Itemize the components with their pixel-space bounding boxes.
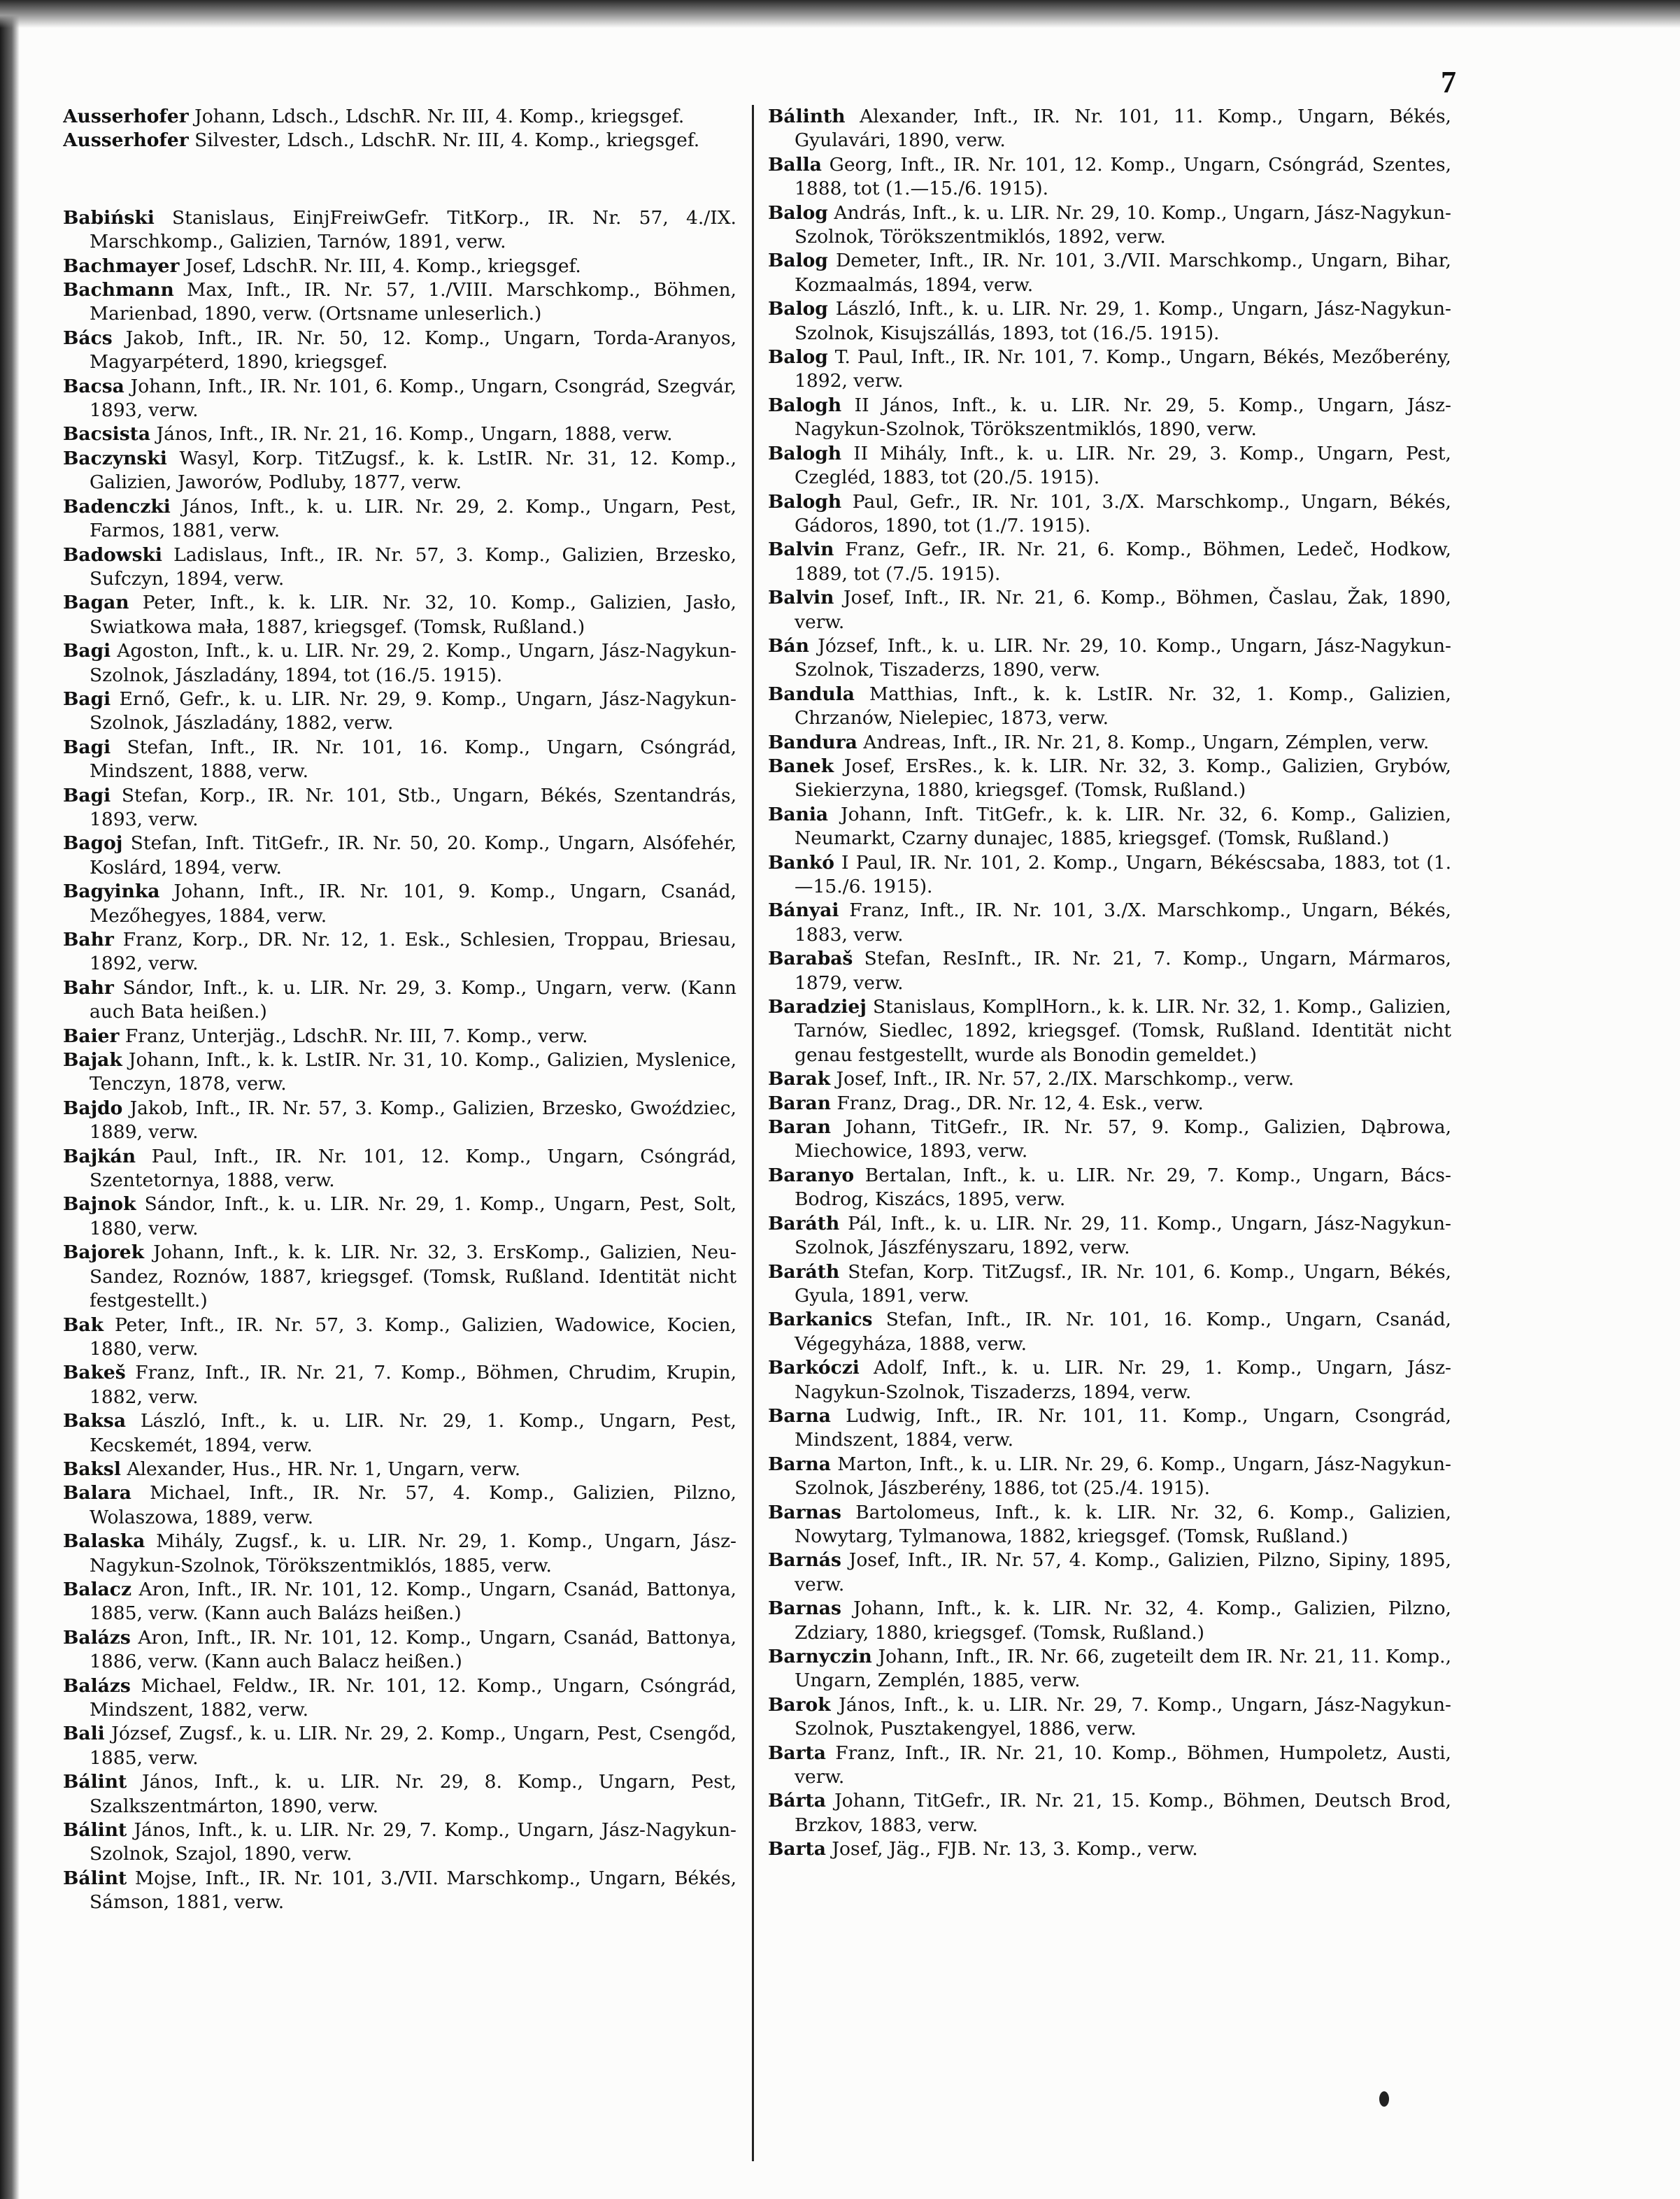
register-entry — [63, 105, 736, 129]
entry-surname: Badenczki — [63, 495, 171, 518]
left-column — [63, 105, 752, 2161]
entry-surname: Bálinth — [768, 106, 846, 127]
entry-details: Johann, TitGefr., IR. Nr. 21, 15. Komp., Böhmen, Deutsch Brod, Brzkov, 1883, verw. — [795, 1790, 1451, 1836]
entry-details: László, Inft., k. u. LIR. Nr. 29, 1. Komp., Ungarn, Jász-Nagykun-Szolnok, Kisujszállás, 1893, tot (16./5. 1915). — [795, 298, 1451, 344]
register-entry — [63, 129, 736, 152]
entry-details: Johann, Inft., IR. Nr. 66, zugeteilt dem IR. Nr. 21, 11. Komp., Ungarn, Zemplén, 1885, verw. — [795, 1646, 1451, 1692]
register-entry — [768, 683, 1451, 731]
entry-surname: Bagi — [63, 784, 111, 806]
entry-details: Johann, Inft. TitGefr., k. k. LIR. Nr. 32, 6. Komp., Galizien, Neumarkt, Czarny dunajec, 1885, kriegsgef. (Tomsk, Rußland.) — [795, 803, 1451, 850]
entry-surname: Bahr — [63, 976, 114, 999]
entry-details: Franz, Inft., IR. Nr. 101, 3./X. Marschkomp., Ungarn, Békés, 1883, verw. — [795, 899, 1451, 946]
entry-surname: Balara — [63, 1482, 131, 1504]
entry-surname: Bálint — [63, 1867, 127, 1889]
entry-details: Johann, Inft., k. k. LstIR. Nr. 31, 10. Komp., Galizien, Myslenice, Tenczyn, 1878, verw. — [90, 1049, 736, 1095]
entry-surname: Bányai — [768, 899, 839, 922]
entry-details: Andreas, Inft., IR. Nr. 21, 8. Komp., Ungarn, Zémplen, verw. — [863, 731, 1430, 753]
entry-surname: Bálint — [63, 1771, 127, 1793]
entry-details: Aron, Inft., IR. Nr. 101, 12. Komp., Ungarn, Csanád, Battonya, 1886, verw. (Kann auch Balacz heißen.) — [90, 1626, 736, 1673]
register-entry — [63, 639, 736, 688]
entry-details: Bartolomeus, Inft., k. k. LIR. Nr. 32, 6. Komp., Galizien, Nowytarg, Tylmanowa, 1882, kriegsgef. (Tomsk, Rußland.) — [795, 1501, 1451, 1547]
register-entry — [63, 1458, 736, 1481]
register-entry — [63, 1048, 736, 1097]
entry-details: Peter, Inft., k. k. LIR. Nr. 32, 10. Komp., Galizien, Jasło, Swiatkowa mała, 1887, kriegsgef. (Tomsk, Rußland.) — [90, 592, 736, 638]
entry-surname: Bagan — [63, 592, 129, 614]
entry-details: Josef, LdschR. Nr. III, 4. Komp., kriegsgef. — [185, 255, 581, 277]
register-entry — [768, 1645, 1451, 1693]
entry-surname: Balog — [768, 250, 828, 272]
entry-surname: Balog — [768, 298, 828, 320]
entry-details: Demeter, Inft., IR. Nr. 101, 3./VII. Marschkomp., Ungarn, Bihar, Kozmaalmás, 1894, verw. — [795, 250, 1451, 296]
register-entry — [768, 1789, 1451, 1837]
entry-surname: Bakeš — [63, 1362, 126, 1384]
entry-surname: Barabaš — [768, 948, 853, 970]
entry-details: János, Inft., k. u. LIR. Nr. 29, 2. Komp., Ungarn, Pest, Farmos, 1881, verw. — [90, 495, 736, 542]
register-entry — [768, 1067, 1451, 1091]
entry-surname: Bagoj — [63, 832, 123, 855]
entry-surname: Ausserhofer — [63, 129, 189, 152]
entry-details: Wasyl, Korp. TitZugsf., k. k. LstIR. Nr. 31, 12. Komp., Galizien, Jaworów, Podluby, 1877, verw. — [90, 447, 736, 494]
column-divider — [752, 105, 754, 2161]
register-entry — [63, 1193, 736, 1241]
register-entry — [63, 880, 736, 928]
entry-details: Johann, Inft., IR. Nr. 101, 9. Komp., Ungarn, Csanád, Mezőhegyes, 1884, verw. — [90, 881, 736, 927]
entry-surname: Ausserhofer — [63, 106, 189, 127]
entry-surname: Bajnok — [63, 1193, 136, 1216]
entry-surname: Babiński — [63, 206, 155, 229]
entry-surname: Bajdo — [63, 1097, 123, 1119]
entry-details: Silvester, Ldsch., LdschR. Nr. III, 4. Komp., kriegsgef. — [194, 129, 700, 152]
entry-surname: Bankó — [768, 851, 834, 874]
register-entry — [768, 442, 1451, 490]
entry-details: Mojse, Inft., IR. Nr. 101, 3./VII. Marschkomp., Ungarn, Békés, Sámson, 1881, verw. — [90, 1867, 736, 1914]
register-entry — [768, 1164, 1451, 1212]
entry-surname: Bán — [768, 634, 809, 657]
register-entry — [63, 1481, 736, 1530]
entry-details: Georg, Inft., IR. Nr. 101, 12. Komp., Ungarn, Csóngrád, Szentes, 1888, tot (1.—15./6. 1915). — [795, 153, 1451, 200]
register-entry — [768, 153, 1451, 201]
register-entry — [768, 1404, 1451, 1453]
entry-details: József, Zugsf., k. u. LIR. Nr. 29, 2. Komp., Ungarn, Pest, Csengőd, 1885, verw. — [90, 1723, 736, 1769]
entry-surname: Baradziej — [768, 996, 867, 1018]
register-entry — [768, 899, 1451, 947]
register-entry — [63, 688, 736, 736]
register-entry — [768, 586, 1451, 634]
register-entry — [63, 1361, 736, 1409]
entry-surname: Bachmann — [63, 279, 174, 301]
entry-details: Stefan, ResInft., IR. Nr. 21, 7. Komp., Ungarn, Mármaros, 1879, verw. — [795, 948, 1451, 994]
entry-details: József, Inft., k. u. LIR. Nr. 29, 10. Komp., Ungarn, Jász-Nagykun-Szolnok, Tiszaderzs, 1890, verw. — [795, 634, 1451, 681]
entry-surname: Balogh — [768, 442, 842, 464]
register-entry — [63, 976, 736, 1025]
entry-details: Stefan, Inft., IR. Nr. 101, 16. Komp., Ungarn, Csóngrád, Mindszent, 1888, verw. — [90, 736, 736, 783]
register-entry — [63, 206, 736, 255]
register-entry — [768, 755, 1451, 803]
register-entry — [768, 851, 1451, 899]
entry-surname: Barta — [768, 1742, 826, 1764]
register-entry — [768, 1549, 1451, 1597]
register-entry — [768, 1837, 1451, 1861]
register-entry — [768, 1092, 1451, 1116]
register-entry — [768, 1212, 1451, 1260]
entry-surname: Banek — [768, 755, 834, 777]
entry-details: Josef, Inft., IR. Nr. 57, 2./IX. Marschkomp., verw. — [836, 1068, 1295, 1090]
entry-details: Johann, Ldsch., LdschR. Nr. III, 4. Komp., kriegsgef. — [194, 106, 685, 127]
entry-details: Ladislaus, Inft., IR. Nr. 57, 3. Komp., Galizien, Brzesko, Sufczyn, 1894, verw. — [90, 543, 736, 590]
entry-details: Josef, Inft., IR. Nr. 57, 4. Komp., Galizien, Pilzno, Sipiny, 1895, verw. — [795, 1549, 1451, 1595]
entry-surname: Balog — [768, 346, 828, 369]
entry-details: Marton, Inft., k. u. LIR. Nr. 29, 6. Komp., Ungarn, Jász-Nagykun-Szolnok, Jászberény, 1886, tot (25./4. 1915). — [795, 1453, 1451, 1500]
register-entry — [63, 375, 736, 423]
register-entry — [768, 1693, 1451, 1742]
entry-details: Ernő, Gefr., k. u. LIR. Nr. 29, 9. Komp., Ungarn, Jász-Nagykun-Szolnok, Jászladány, 1882, verw. — [90, 688, 736, 734]
entry-details: Franz, Korp., DR. Nr. 12, 1. Esk., Schlesien, Troppau, Briesau, 1892, verw. — [90, 929, 736, 975]
entry-details: Ludwig, Inft., IR. Nr. 101, 11. Komp., Ungarn, Csongrád, Mindszent, 1884, verw. — [795, 1404, 1451, 1451]
entry-surname: Barta — [768, 1838, 826, 1860]
register-entry — [768, 947, 1451, 995]
entry-details: Stefan, Inft. TitGefr., IR. Nr. 50, 20. Komp., Ungarn, Alsófehér, Koslárd, 1894, verw. — [90, 832, 736, 878]
register-entry — [768, 538, 1451, 586]
entry-surname: Baksa — [63, 1410, 127, 1432]
entry-surname: Bak — [63, 1314, 104, 1336]
entry-details: János, Inft., k. u. LIR. Nr. 29, 7. Komp., Ungarn, Jász-Nagykun-Szolnok, Pusztakengyel, 1886, verw. — [795, 1693, 1451, 1740]
entry-surname: Bajak — [63, 1049, 122, 1072]
entry-surname: Barak — [768, 1068, 831, 1090]
register-entry — [63, 1314, 736, 1362]
entry-surname: Bandula — [768, 683, 855, 705]
ink-speck — [1379, 2091, 1389, 2107]
entry-details: Paul, Gefr., IR. Nr. 101, 3./X. Marschkomp., Ungarn, Békés, Gádoros, 1890, tot (1./7. 1915). — [795, 490, 1451, 536]
register-entry — [63, 1409, 736, 1458]
entry-details: János, Inft., IR. Nr. 21, 16. Komp., Ungarn, 1888, verw. — [156, 423, 673, 446]
entry-details: Stefan, Korp., IR. Nr. 101, Stb., Ungarn, Békés, Szentandrás, 1893, verw. — [90, 784, 736, 830]
entry-surname: Bandura — [768, 731, 857, 753]
entry-surname: Bálint — [63, 1819, 127, 1842]
entry-details: Pál, Inft., k. u. LIR. Nr. 29, 11. Komp., Ungarn, Jász-Nagykun-Szolnok, Jászfényszaru, 1892, verw. — [795, 1212, 1451, 1259]
scan-edge-shadow-top — [0, 0, 1680, 28]
entry-details: János, Inft., k. u. LIR. Nr. 29, 7. Komp., Ungarn, Jász-Nagykun-Szolnok, Szajol, 1890, verw. — [90, 1819, 736, 1865]
entry-details: László, Inft., k. u. LIR. Nr. 29, 1. Komp., Ungarn, Pest, Kecskemét, 1894, verw. — [90, 1410, 736, 1456]
entry-surname: Barnás — [768, 1549, 841, 1572]
entry-details: Sándor, Inft., k. u. LIR. Nr. 29, 3. Komp., Ungarn, verw. (Kann auch Bata heißen.) — [90, 976, 736, 1023]
right-column — [762, 105, 1451, 2161]
entry-details: Mihály, Zugsf., k. u. LIR. Nr. 29, 1. Komp., Ungarn, Jász-Nagykun-Szolnok, Törökszentmiklós, 1885, verw. — [90, 1530, 736, 1577]
entry-surname: Bács — [63, 327, 113, 349]
entry-details: Alexander, Hus., HR. Nr. 1, Ungarn, verw. — [127, 1458, 521, 1480]
entry-details: Franz, Unterjäg., LdschR. Nr. III, 7. Komp., verw. — [124, 1025, 588, 1047]
register-entry — [63, 327, 736, 375]
scan-edge-shadow — [0, 0, 20, 2199]
entry-details: Matthias, Inft., k. k. LstIR. Nr. 32, 1. Komp., Galizien, Chrzanów, Nielepiec, 1873, verw. — [795, 683, 1451, 730]
register-entry — [768, 1356, 1451, 1404]
entry-surname: Barnas — [768, 1597, 841, 1620]
entry-details: András, Inft., k. u. LIR. Nr. 29, 10. Komp., Ungarn, Jász-Nagykun-Szolnok, Törökszentmiklós, 1892, verw. — [795, 201, 1451, 248]
entry-surname: Barkanics — [768, 1309, 873, 1331]
entry-details: Stefan, Inft., IR. Nr. 101, 16. Komp., Ungarn, Csanád, Végegyháza, 1888, verw. — [795, 1309, 1451, 1355]
entry-details: Franz, Drag., DR. Nr. 12, 4. Esk., verw. — [837, 1092, 1204, 1114]
entry-details: Sándor, Inft., k. u. LIR. Nr. 29, 1. Komp., Ungarn, Pest, Solt, 1880, verw. — [90, 1193, 736, 1239]
register-entry — [768, 1453, 1451, 1501]
entry-surname: Baran — [768, 1116, 831, 1139]
entry-surname: Balla — [768, 153, 822, 176]
register-entry — [768, 1116, 1451, 1164]
entry-surname: Baran — [768, 1092, 831, 1114]
entry-surname: Barna — [768, 1453, 831, 1475]
register-entry — [63, 1819, 736, 1867]
entry-details: Josef, Inft., IR. Nr. 21, 6. Komp., Böhmen, Časlau, Žak, 1890, verw. — [795, 587, 1451, 633]
two-column-layout — [63, 105, 1469, 2161]
entry-surname: Baksl — [63, 1458, 121, 1480]
entry-details: Michael, Inft., IR. Nr. 57, 4. Komp., Galizien, Pilzno, Wolaszowa, 1889, verw. — [90, 1482, 736, 1528]
entry-surname: Bachmayer — [63, 255, 180, 277]
register-entry — [768, 1501, 1451, 1549]
entry-details: Peter, Inft., IR. Nr. 57, 3. Komp., Galizien, Wadowice, Kocien, 1880, verw. — [90, 1314, 737, 1360]
register-entry — [768, 731, 1451, 755]
entry-surname: Baráth — [768, 1212, 840, 1234]
register-entry — [768, 105, 1451, 153]
entry-details: II János, Inft., k. u. LIR. Nr. 29, 5. Komp., Ungarn, Jász-Nagykun-Szolnok, Törökszentmiklós, 1890, verw. — [795, 394, 1451, 441]
register-entry — [63, 543, 736, 592]
register-entry — [63, 1867, 736, 1915]
entry-details: Franz, Gefr., IR. Nr. 21, 6. Komp., Böhmen, Ledeč, Hodkow, 1889, tot (7./5. 1915). — [795, 539, 1451, 585]
entry-surname: Balaska — [63, 1530, 145, 1553]
entry-details: Jakob, Inft., IR. Nr. 57, 3. Komp., Galizien, Brzesko, Gwoździec, 1889, verw. — [90, 1097, 736, 1144]
register-entry — [768, 1597, 1451, 1645]
entry-details: Johann, Inft., k. k. LIR. Nr. 32, 4. Komp., Galizien, Pilzno, Zdziary, 1880, kriegsgef. (Tomsk, Rußland.) — [795, 1597, 1451, 1644]
entry-details: Stanislaus, EinjFreiwGefr. TitKorp., IR. Nr. 57, 4./IX. Marschkomp., Galizien, Tarnów, 1891, verw. — [90, 206, 736, 253]
register-entry — [63, 495, 736, 543]
entry-details: Max, Inft., IR. Nr. 57, 1./VIII. Marschkomp., Böhmen, Marienbad, 1890, verw. (Ortsname unleserlich.) — [90, 279, 736, 325]
register-entry — [768, 995, 1451, 1067]
register-entry — [63, 447, 736, 495]
register-entry — [63, 1674, 736, 1723]
entry-surname: Baráth — [768, 1260, 840, 1283]
register-entry — [768, 490, 1451, 539]
register-entry — [63, 1025, 736, 1048]
entry-surname: Balázs — [63, 1674, 131, 1697]
entry-surname: Bárta — [768, 1790, 826, 1812]
entry-surname: Bania — [768, 803, 829, 825]
register-entry — [63, 736, 736, 784]
entry-details: Michael, Feldw., IR. Nr. 101, 12. Komp., Ungarn, Csóngrád, Mindszent, 1882, verw. — [90, 1674, 736, 1721]
register-entry — [768, 1742, 1451, 1790]
entry-surname: Balázs — [63, 1626, 131, 1649]
entry-surname: Balvin — [768, 539, 834, 561]
register-entry — [63, 1578, 736, 1626]
register-entry — [63, 1722, 736, 1770]
entry-details: Franz, Inft., IR. Nr. 21, 7. Komp., Böhmen, Chrudim, Krupin, 1882, verw. — [90, 1362, 736, 1408]
register-entry — [63, 1626, 736, 1674]
entry-details: János, Inft., k. u. LIR. Nr. 29, 8. Komp., Ungarn, Pest, Szalkszentmárton, 1890, verw. — [90, 1771, 736, 1817]
entry-surname: Barok — [768, 1693, 831, 1716]
entry-details: Bertalan, Inft., k. u. LIR. Nr. 29, 7. Komp., Ungarn, Bács-Bodrog, Kiszács, 1895, verw. — [795, 1164, 1451, 1211]
entry-surname: Barkóczi — [768, 1357, 860, 1379]
register-entry — [63, 1770, 736, 1819]
register-entry — [63, 832, 736, 880]
entry-details: Aron, Inft., IR. Nr. 101, 12. Komp., Ungarn, Csanád, Battonya, 1885, verw. (Kann auch Balázs heißen.) — [90, 1578, 736, 1625]
entry-surname: Bajkán — [63, 1145, 136, 1167]
entry-details: Stanislaus, KomplHorn., k. k. LIR. Nr. 32, 1. Komp., Galizien, Tarnów, Siedlec, 1892, kriegsgef. (Tomsk, Rußland. Identität nicht genau festgestellt, wurde als Bonodin gemeldet.) — [795, 996, 1451, 1066]
entry-details: Stefan, Korp. TitZugsf., IR. Nr. 101, 6. Komp., Ungarn, Békés, Gyula, 1891, verw. — [795, 1260, 1451, 1307]
entry-details: Johann, Inft., IR. Nr. 101, 6. Komp., Ungarn, Csongrád, Szegvár, 1893, verw. — [90, 375, 736, 422]
entry-details: Franz, Inft., IR. Nr. 21, 10. Komp., Böhmen, Humpoletz, Austi, verw. — [795, 1742, 1451, 1788]
entry-details: Johann, Inft., k. k. LIR. Nr. 32, 3. ErsKomp., Galizien, Neu-Sandez, Roznów, 1887, kriegsgef. (Tomsk, Rußland. Identität nicht festgestellt.) — [90, 1241, 736, 1312]
entry-surname: Bali — [63, 1723, 105, 1745]
entry-details: Josef, ErsRes., k. k. LIR. Nr. 32, 3. Komp., Galizien, Grybów, Siekierzyna, 1880, kriegsgef. (Tomsk, Rußland.) — [795, 755, 1451, 802]
register-entry — [63, 1241, 736, 1313]
register-entry — [63, 255, 736, 278]
entry-surname: Balogh — [768, 394, 842, 416]
entry-details: Alexander, Inft., IR. Nr. 101, 11. Komp., Ungarn, Békés, Gyulavári, 1890, verw. — [795, 106, 1451, 152]
entry-surname: Baier — [63, 1025, 120, 1047]
entry-surname: Bagi — [63, 688, 111, 710]
entry-surname: Badowski — [63, 543, 162, 566]
register-entry — [768, 346, 1451, 394]
entry-surname: Baczynski — [63, 447, 167, 469]
register-entry — [63, 1530, 736, 1578]
register-entry — [63, 928, 736, 976]
register-entry — [768, 201, 1451, 250]
entry-details: Agoston, Inft., k. u. LIR. Nr. 29, 2. Komp., Ungarn, Jász-Nagykun-Szolnok, Jászladány, 1894, tot (16./5. 1915). — [90, 640, 736, 686]
register-entry — [63, 784, 736, 832]
register-entry — [63, 591, 736, 639]
entry-details: Johann, TitGefr., IR. Nr. 57, 9. Komp., Galizien, Dąbrowa, Miechowice, 1893, verw. — [795, 1116, 1451, 1162]
entry-details: II Mihály, Inft., k. u. LIR. Nr. 29, 3. Komp., Ungarn, Pest, Czegléd, 1883, tot (20./5. 1915). — [795, 442, 1451, 489]
entry-details: Paul, Inft., IR. Nr. 101, 12. Komp., Ungarn, Csóngrád, Szentetornya, 1888, verw. — [90, 1145, 736, 1192]
entry-surname: Bagi — [63, 736, 111, 758]
entry-surname: Barna — [768, 1404, 831, 1427]
entry-surname: Balvin — [768, 587, 834, 609]
page-number: 7 — [1441, 65, 1456, 99]
entry-surname: Balog — [768, 201, 828, 224]
entry-details: I Paul, IR. Nr. 101, 2. Komp., Ungarn, Békéscsaba, 1883, tot (1.—15./6. 1915). — [795, 851, 1451, 897]
entry-surname: Barnyczin — [768, 1646, 872, 1667]
entry-details: Josef, Jäg., FJB. Nr. 13, 3. Komp., verw. — [832, 1838, 1198, 1860]
register-entry — [63, 1097, 736, 1145]
entry-surname: Bacsista — [63, 423, 151, 446]
register-entry — [768, 394, 1451, 442]
register-entry — [768, 803, 1451, 851]
register-entry — [768, 249, 1451, 297]
entry-details: T. Paul, Inft., IR. Nr. 101, 7. Komp., Ungarn, Békés, Mezőberény, 1892, verw. — [795, 346, 1451, 392]
entry-surname: Barnas — [768, 1501, 841, 1523]
entry-surname: Balogh — [768, 490, 842, 513]
entry-surname: Bagi — [63, 640, 111, 662]
register-entry — [63, 422, 736, 446]
entry-surname: Balacz — [63, 1578, 131, 1600]
register-entry — [768, 634, 1451, 683]
entry-surname: Bacsa — [63, 375, 124, 397]
entry-surname: Bagyinka — [63, 881, 160, 903]
entry-surname: Bahr — [63, 929, 114, 951]
entry-surname: Bajorek — [63, 1241, 145, 1264]
entry-surname: Baranyo — [768, 1164, 855, 1186]
register-entry — [63, 1145, 736, 1193]
entry-details: Adolf, Inft., k. u. LIR. Nr. 29, 1. Komp., Ungarn, Jász-Nagykun-Szolnok, Tiszaderzs, 1894, verw. — [795, 1357, 1451, 1403]
register-entry — [768, 1308, 1451, 1356]
register-entry — [63, 278, 736, 327]
entry-details: Jakob, Inft., IR. Nr. 50, 12. Komp., Ungarn, Torda-Aranyos, Magyarpéterd, 1890, kriegsgef. — [90, 327, 736, 373]
register-entry — [768, 297, 1451, 346]
register-entry — [768, 1260, 1451, 1309]
